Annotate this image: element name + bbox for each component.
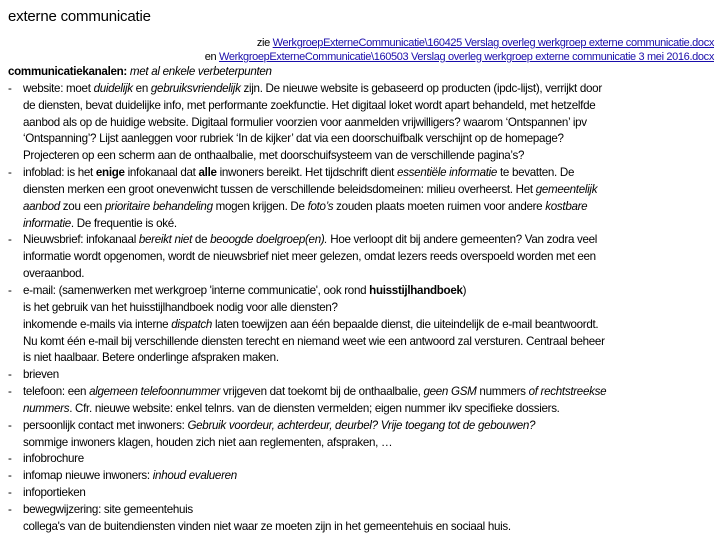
text-run: telefoon: een: [23, 385, 90, 399]
text-line: [8, 401, 720, 418]
bullet-dash: -: [8, 452, 12, 466]
document-body: [8, 64, 720, 536]
text-run: en: [132, 81, 151, 95]
text-run: nummers: [23, 401, 70, 415]
text-run: de diensten, bevat duidelijke info, met performante zoekfunctie. Het digitaal loket wordt apart behandeld, met hetzelfde: [23, 98, 596, 112]
text-run: algemeen telefoonnummer: [89, 385, 221, 399]
text-run: . Cfr. nieuwe website: enkel telnrs. van de diensten vermelden; eigen nummer ikv specifieke dossiers.: [69, 401, 560, 415]
reference-line-1: [257, 37, 714, 49]
text-run: gebruiksvriendelijk: [150, 81, 241, 95]
text-run: zijn. De nieuwe website is gebaseerd op producten (ipdc-lijst), verrijkt door: [240, 81, 602, 95]
bullet-dash: -: [8, 486, 12, 500]
bullet-item: [8, 165, 720, 182]
bullet-item: [8, 418, 720, 435]
text-run: of rechtstreekse: [528, 385, 607, 399]
text-line: [8, 216, 720, 233]
bullet-dash: -: [8, 81, 12, 95]
text-run: communicatiekanalen:: [8, 65, 130, 78]
text-line: [8, 317, 720, 334]
text-run: mogen krijgen. De: [212, 199, 308, 213]
text-run: persoonlijk contact met inwoners:: [23, 418, 188, 432]
bullet-dash: -: [8, 418, 12, 432]
text-line: [8, 64, 720, 81]
reference-link-160425[interactable]: WerkgroepExterneCommunicatie\160425 Verslag overleg werkgroep externe communicatie.docx: [272, 37, 714, 49]
text-run: geen GSM: [423, 385, 477, 399]
text-run: website: moet: [23, 81, 94, 95]
text-run: huisstijlhandboek: [369, 283, 463, 297]
text-run: kostbare: [545, 199, 588, 213]
text-line: [8, 435, 720, 452]
text-run: brieven: [23, 368, 59, 382]
text-run: Nu komt één e-mail bij verschillende diensten terecht en niemand weet wie een antwoord zal versturen. Centraal beheer: [23, 334, 605, 348]
bullet-dash: -: [8, 385, 12, 399]
text-line: [8, 519, 720, 536]
text-run: . De frequentie is oké.: [70, 216, 177, 230]
bullet-item: [8, 81, 720, 98]
text-line: [8, 182, 720, 199]
text-run: laten toewijzen aan één bepaalde dienst, die uiteindelijk de e-mail beantwoordt.: [212, 317, 599, 331]
text-run: vrijgeven dat toekomt bij de onthaalbalie,: [220, 385, 424, 399]
bullet-dash: -: [8, 166, 12, 180]
text-run: sommige inwoners klagen, houden zich niet aan reglementen, afspraken, …: [23, 435, 393, 449]
text-line: [8, 148, 720, 165]
text-run: met al enkele verbeterpunten: [129, 65, 272, 78]
text-run: beoogde doelgroep(en).: [210, 233, 328, 247]
reference-prefix: zie: [256, 37, 273, 49]
text-run: nummers: [476, 385, 529, 399]
text-run: Nieuwsbrief: infokanaal: [23, 233, 139, 247]
bullet-dash: -: [8, 368, 12, 382]
text-run: duidelijk: [93, 81, 133, 95]
text-run: prioritaire behandeling: [104, 199, 213, 213]
bullet-item: [8, 502, 720, 519]
text-run: infoportieken: [23, 486, 86, 500]
text-run: overaanbod.: [23, 267, 85, 281]
text-run: aanbod als op de huidige website. Digitaal formulier voorzien voor aanmelden vrijwilligers? waarom ‘Ontspannen’ ipv: [23, 115, 587, 129]
text-line: [8, 300, 720, 317]
bullet-dash: -: [8, 283, 12, 297]
text-line: [8, 350, 720, 367]
bullet-dash: -: [8, 233, 12, 247]
text-line: [8, 131, 720, 148]
text-run: infobrochure: [23, 452, 84, 466]
text-run: foto’s: [307, 199, 334, 213]
text-run: is het gebruik van het huisstijlhandboek nodig voor alle diensten?: [23, 300, 338, 314]
text-run: is niet haalbaar. Betere onderlinge afspraken maken.: [23, 351, 279, 365]
text-run: Projecteren op een scherm aan de onthaalbalie, met doorschuifsysteem van de verschillende pagina’s?: [23, 149, 525, 163]
text-line: [8, 266, 720, 283]
text-run: e-mail: (samenwerken met werkgroep 'interne communicatie', ook rond: [23, 283, 370, 297]
text-run: aanbod: [23, 199, 60, 213]
text-run: bereikt niet: [138, 233, 193, 247]
text-run: de: [192, 233, 211, 247]
text-run: alle: [198, 166, 217, 180]
text-run: Hoe verloopt dit bij andere gemeenten? Van zodra veel: [327, 233, 598, 247]
text-line: [8, 249, 720, 266]
bullet-item: [8, 283, 720, 300]
reference-line-2: [205, 51, 714, 63]
text-run: ‘Ontspanning’? Lijst aanleggen voor rubriek ‘In de kijker’ dat via een doorschuifbalk verschijnt op de homepage?: [23, 132, 564, 146]
reference-prefix: en: [204, 51, 219, 63]
text-run: Gebruik voordeur, achterdeur, deurbel? Vrije toegang tot de gebouwen?: [187, 418, 536, 432]
reference-link-160503[interactable]: WerkgroepExterneCommunicatie\160503 Verslag overleg werkgroep externe communicatie 3 mei 2016.docx: [218, 51, 714, 63]
text-run: collega's van de buitendiensten vinden niet waar ze moeten zijn in het gemeentehuis en sociaal huis.: [23, 519, 511, 533]
text-run: dispatch: [171, 317, 213, 331]
text-run: enige: [95, 166, 125, 180]
text-run: inwoners bereikt. Het tijdschrift dient: [216, 166, 398, 180]
text-line: [8, 115, 720, 132]
text-line: [8, 98, 720, 115]
text-run: infomap nieuwe inwoners:: [23, 469, 153, 483]
bullet-item: [8, 485, 720, 502]
text-run: diensten merken een groot onevenwicht tussen de verschillende beleidsdomeinen: milieu overheerst. Het: [23, 182, 536, 196]
bullet-item: [8, 232, 720, 249]
text-run: essentiële informatie: [397, 166, 498, 180]
text-run: inkomende e-mails via interne: [23, 317, 172, 331]
text-run: infoblad: is het: [23, 166, 96, 180]
bullet-dash: -: [8, 469, 12, 483]
text-run: infokanaal dat: [124, 166, 199, 180]
text-run: informatie: [23, 216, 71, 230]
text-line: [8, 334, 720, 351]
text-run: ): [462, 283, 467, 297]
bullet-dash: -: [8, 502, 12, 516]
text-line: [8, 199, 720, 216]
bullet-item: [8, 367, 720, 384]
text-run: inhoud evalueren: [152, 469, 237, 483]
text-run: gemeentelijk: [535, 182, 598, 196]
text-run: zou een: [59, 199, 105, 213]
bullet-item: [8, 451, 720, 468]
bullet-item: [8, 468, 720, 485]
bullet-item: [8, 384, 720, 401]
text-run: bewegwijzering: site gemeentehuis: [23, 502, 193, 516]
document-title: externe communicatie: [8, 8, 151, 25]
text-run: te bevatten. De: [497, 166, 575, 180]
text-run: informatie wordt opgenomen, wordt de nieuwsbrief niet meer gelezen, omdat lezers reeds overspoeld worden met een: [23, 250, 596, 264]
text-run: zouden plaats moeten ruimen voor andere: [333, 199, 546, 213]
